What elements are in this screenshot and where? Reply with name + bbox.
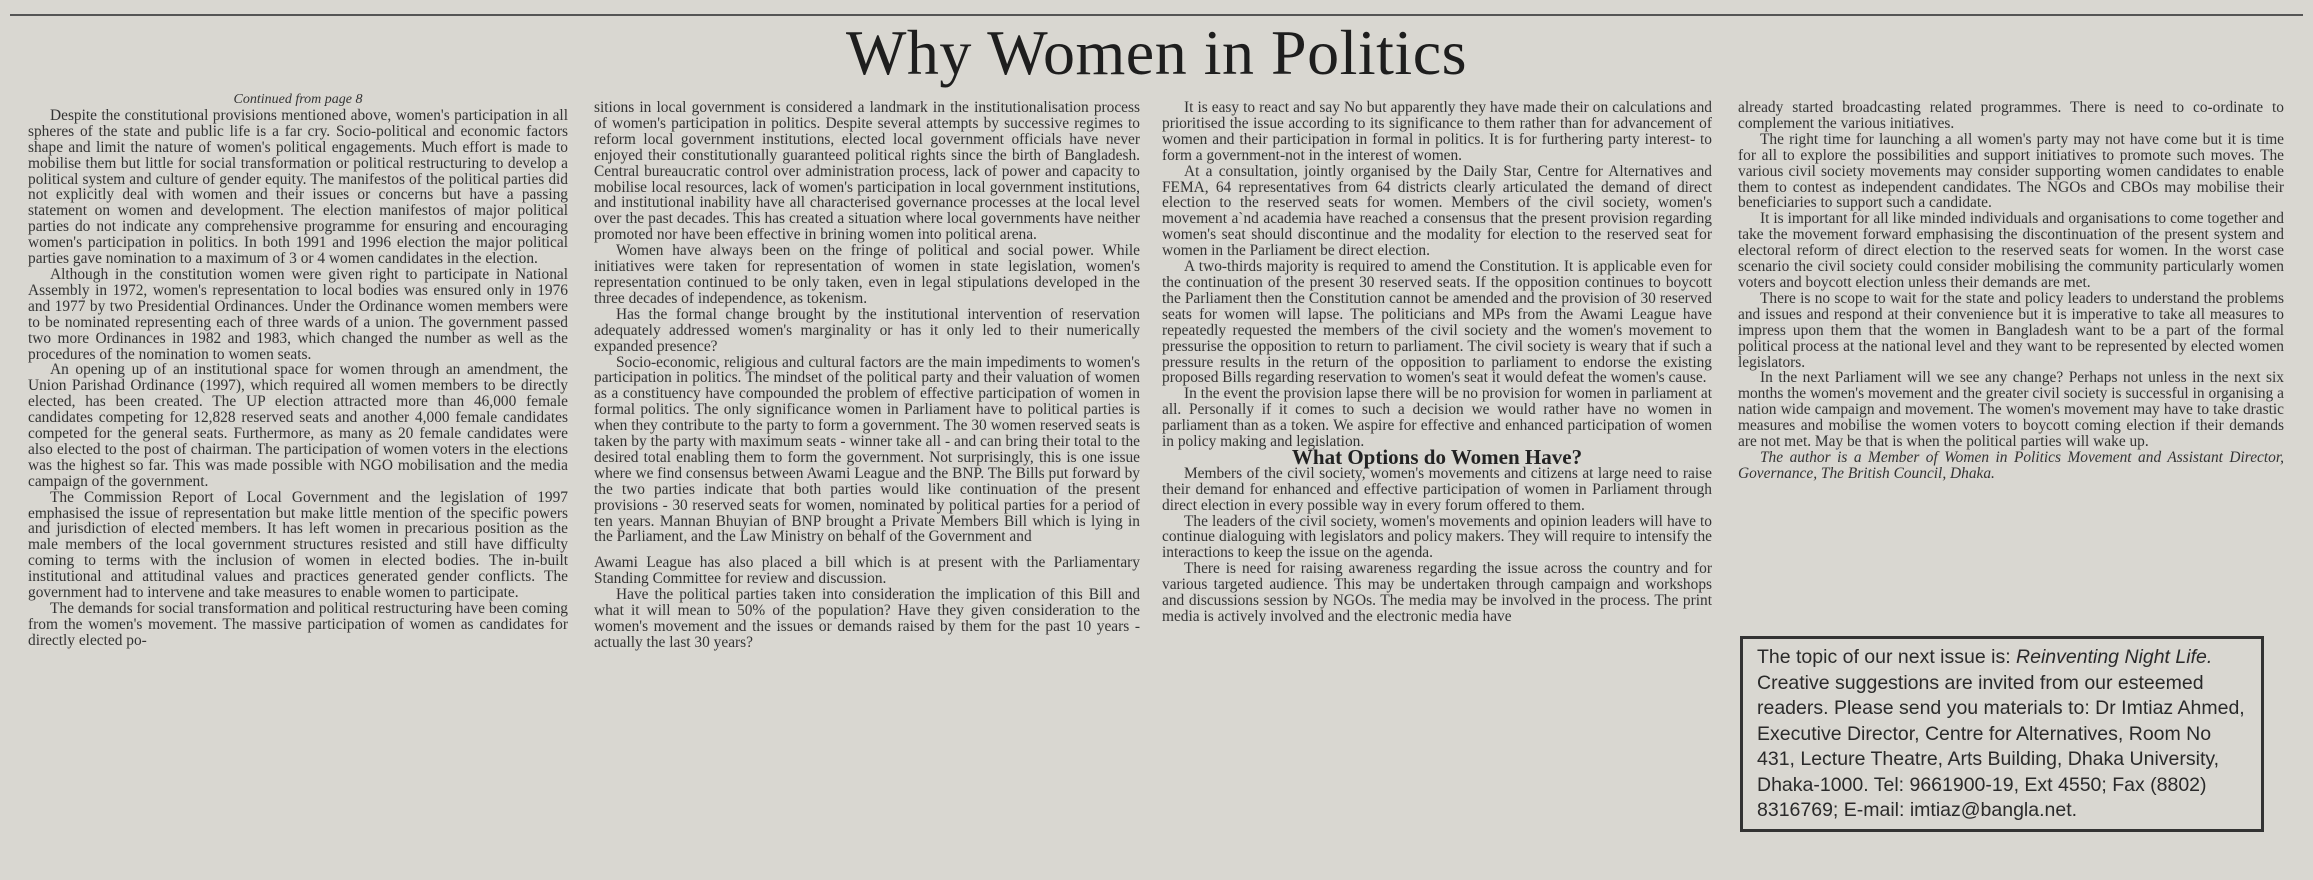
paragraph: The leaders of the civil society, women's movements and opinion leaders will have to continue dialoguing with legislators and policy makers. They will require to intensify the interactions to keep the issue on the agenda.: [1162, 512, 1712, 562]
paragraph: There is no scope to wait for the state and policy leaders to understand the problems and issues and respond at their convenience but it is imperative to take all measures to impress upon them that the women in Bangladesh want to be a part of the formal political process at the national level and they want to be represented by elected women legislators.: [1738, 289, 2284, 371]
next-issue-notice-box: [1740, 636, 2264, 832]
paragraph: Have the political parties taken into consideration the implication of this Bill and what it will mean to 50% of the population? Have they given consideration to the women's movement and the issues or demands raised by them for the past 10 years - actually the last 30 years?: [594, 586, 1140, 651]
paragraph: An opening up of an institutional space for women through an amendment, the Union Parishad Ordinance (1997), which required all women members to be directly elected, has been created. The UP election attracted more than 46,000 female candidates competing for 12,828 reserved seats and another 4,000 female candidates competed for the general seats. Furthermore, as many as 20 female candidates were also elected to the post of chairman. The participation of women voters in the elections was the highest so far. This was made possible with NGO mobilisation and the media campaign of the government.: [28, 361, 568, 490]
notice-lead: The topic of our next issue is:: [1757, 646, 2011, 668]
paragraph: At a consultation, jointly organised by the Daily Star, Centre for Alternatives and FEMA, 64 representatives from 64 districts clearly articulated the demand of direct election to the reserved seats for women. Members of the civil society, women's movement a`nd academia have reached a consensus that the present provision regarding women's seat should discontinue and the modality for election to the reserved seat for women in the Parliament be direct election.: [1162, 162, 1712, 260]
paragraph: Socio-economic, religious and cultural factors are the main impediments to women's participation in politics. The mindset of the political party and their valuation of women as a constituency have compounded the problem of effective participation of women in formal politics. The only significance women in Parliament have to political parties is when they contribute to the party to form a government. The 30 women reserved seats is taken by the party with maximum seats - winner take all - and can bring their total to the desired total enabling them to form the government. Not surprisingly, this is one issue where we find consensus between Awami League and the BNP. The Bills put forward by the two parties indicate that both parties would like continuation of the present provisions - 30 reserved seats for women, nominated by political parties for a period of ten years. Mannan Bhuyian of BNP brought a Private Members Bill which is lying in the Parliament, and the Law Ministry on behalf of the Government and: [594, 353, 1140, 546]
continued-note: Continued from page 8: [233, 92, 363, 107]
paragraph: In the event the provision lapse there will be no provision for women in parliament at all. Personally if it comes to such a decision we would rather have no women in parliament than as a token. We aspire for effective and enhanced participation of women in policy making and legislation.: [1162, 385, 1712, 451]
paragraph: Despite the constitutional provisions mentioned above, women's participation in all spheres of the state and public life is a far cry. Socio-political and economic factors shape and limit the nature of women's political engagements. Much effort is made to mobilise them but little for social transformation or political restructuring to develop a political system and culture of gender equity. The manifestos of the political parties did not explicitly deal with women and their issues or concerns but have a passing statement on women and development. The election manifestos of major political parties do not indicate any comprehensive programme for ensuring and encouraging women's participation in politics. In both 1991 and 1996 election the major political parties gave nomination to a maximum of 3 or 4 women candidates in the election.: [28, 106, 568, 268]
paragraph: There is need for raising awareness regarding the issue across the country and for various targeted audience. This may be undertaken through campaign and workshops and discussions session by NGOs. The media may be involved in the process. The print media is actively involved and the electronic media have: [1162, 560, 1712, 625]
article-column-3: [1162, 100, 1712, 880]
notice-topic: Reinventing Night Life.: [2016, 646, 2213, 668]
paragraph: already started broadcasting related programmes. There is need to co-ordinate to complement the various initiatives.: [1738, 100, 2284, 132]
notice-body: Creative suggestions are invited from our esteemed readers. Please send you materials to: Dr Imtiaz Ahmed, Executive Director, Centre for Alternatives, Room No 431, Lecture Theatre, Arts Building, Dhaka University, Dhaka-1000. Tel: 9661900-19, Ext 4550; Fax (8802) 8316769; E-mail: imtiaz@bangla.net.: [1757, 671, 2245, 821]
paragraph: Although in the constitution women were given right to participate in National Assembly in 1972, women's representation to local bodies was ensured only in 1976 and 1977 by two Presidential Ordinances. Under the Ordinance women members were to be nominated representing each of three wards of a union. The government passed two more Ordinances in 1982 and 1983, which changed the number as well as the procedures of the nomination to women seats.: [28, 265, 568, 363]
author-note: The author is a Member of Women in Politics Movement and Assistant Director, Governance, The British Council, Dhaka.: [1738, 448, 2284, 482]
article-column-1: [28, 92, 568, 872]
page-title: Why Women in Politics: [845, 17, 1468, 88]
paragraph: It is easy to react and say No but apparently they have made their on calculations and prioritised the issue according to its significance to them rather than for advancement of women and their participation in formal in politics. It is for furthering party interest- to form a government-not in the interest of women.: [1162, 100, 1712, 164]
paragraph: In the next Parliament will we see any change? Perhaps not unless in the next six months the women's movement and the greater civil society is successful in organising a nation wide campaign and movement. The women's movement may have to take drastic measures and mobilise the women voters to boycott coming election if their demands are not met. May be that is when the political parties will wake up.: [1738, 369, 2284, 451]
article-column-2: [594, 100, 1140, 880]
paragraph: The demands for social transformation and political restructuring have been coming from the women's movement. The massive participation of women as candidates for directly elected po-: [28, 600, 568, 649]
paragraph: sitions in local government is considered a landmark in the institutionalisation process of women's participation in politics. Despite several attempts by successive regimes to reform local government institutions, elected local government officials have never enjoyed their constitutionally guaranteed political rights since the birth of Bangladesh. Central bureaucratic control over administration process, lack of power and capacity to mobilise local resources, lack of women's participation in local government institutions, and institutional inability have all characterised governance processes at the local level over the past decades. This has created a situation where local governments have neither promoted nor have been effective in brining women into political arena.: [594, 100, 1140, 244]
paragraph: The Commission Report of Local Government and the legislation of 1997 emphasised the issue of representation but make little mention of the specific powers and jurisdiction of elected members. It has left women in precarious position as the male members of the local government structures resisted and still have difficulty coming to terms with the inclusion of women in elected bodies. The in-built institutional and attitudinal values and practices generated gender conflicts. The government had to intervene and take measures to enable women to participate.: [28, 488, 568, 602]
section-subheading: What Options do Women Have?: [1291, 444, 1583, 469]
paragraph: The right time for launching a all women's party may not have come but it is time for all to explore the possibilities and support initiatives to promote such moves. The various civil society movements may consider supporting women candidates to enable them to contest as independent candidates. The NGOs and CBOs may mobilise their beneficiaries to support such a candidate.: [1738, 130, 2284, 212]
paragraph: It is important for all like minded individuals and organisations to come together and take the movement forward emphasising the discontinuation of the present system and electoral reform of direct election to the reserved seats for women. In the worst case scenario the civil society could consider mobilising the community particularly women voters and boycott election unless their demands are met.: [1738, 210, 2284, 291]
paragraph: A two-thirds majority is required to amend the Constitution. It is applicable even for the continuation of the present 30 reserved seats. If the opposition continues to boycott the Parliament then the Constitution cannot be amended and the provision of 30 reserved seats for women will lapse. The politicians and MPs from the Awami League have repeatedly requested the members of the civil society and the women's movement to pressurise the opposition to return to parliament. The civil society is weary that if such a pressure results in the return of the opposition to parliament to endorse the existing proposed Bills regarding reservation to women's seat it would defeat the women's cause.: [1162, 258, 1712, 387]
paragraph: Members of the civil society, women's movements and citizens at large need to raise their demand for enhanced and effective participation of women in Parliament through direct election in every possible way in every forum offered to them.: [1162, 464, 1712, 514]
paragraph: Has the formal change brought by the institutional intervention of reservation adequately addressed women's marginality or has it only led to their numerically expanded presence?: [594, 305, 1140, 355]
paragraph: Awami League has also placed a bill which is at present with the Parliamentary Standing Committee for review and discussion.: [594, 554, 1140, 588]
paragraph: Women have always been on the fringe of political and social power. While initiatives were taken for representation of women in state legislation, women's representation continued to be only taken, even in legal stipulations developed in the three decades of independence, as tokenism.: [594, 242, 1140, 307]
